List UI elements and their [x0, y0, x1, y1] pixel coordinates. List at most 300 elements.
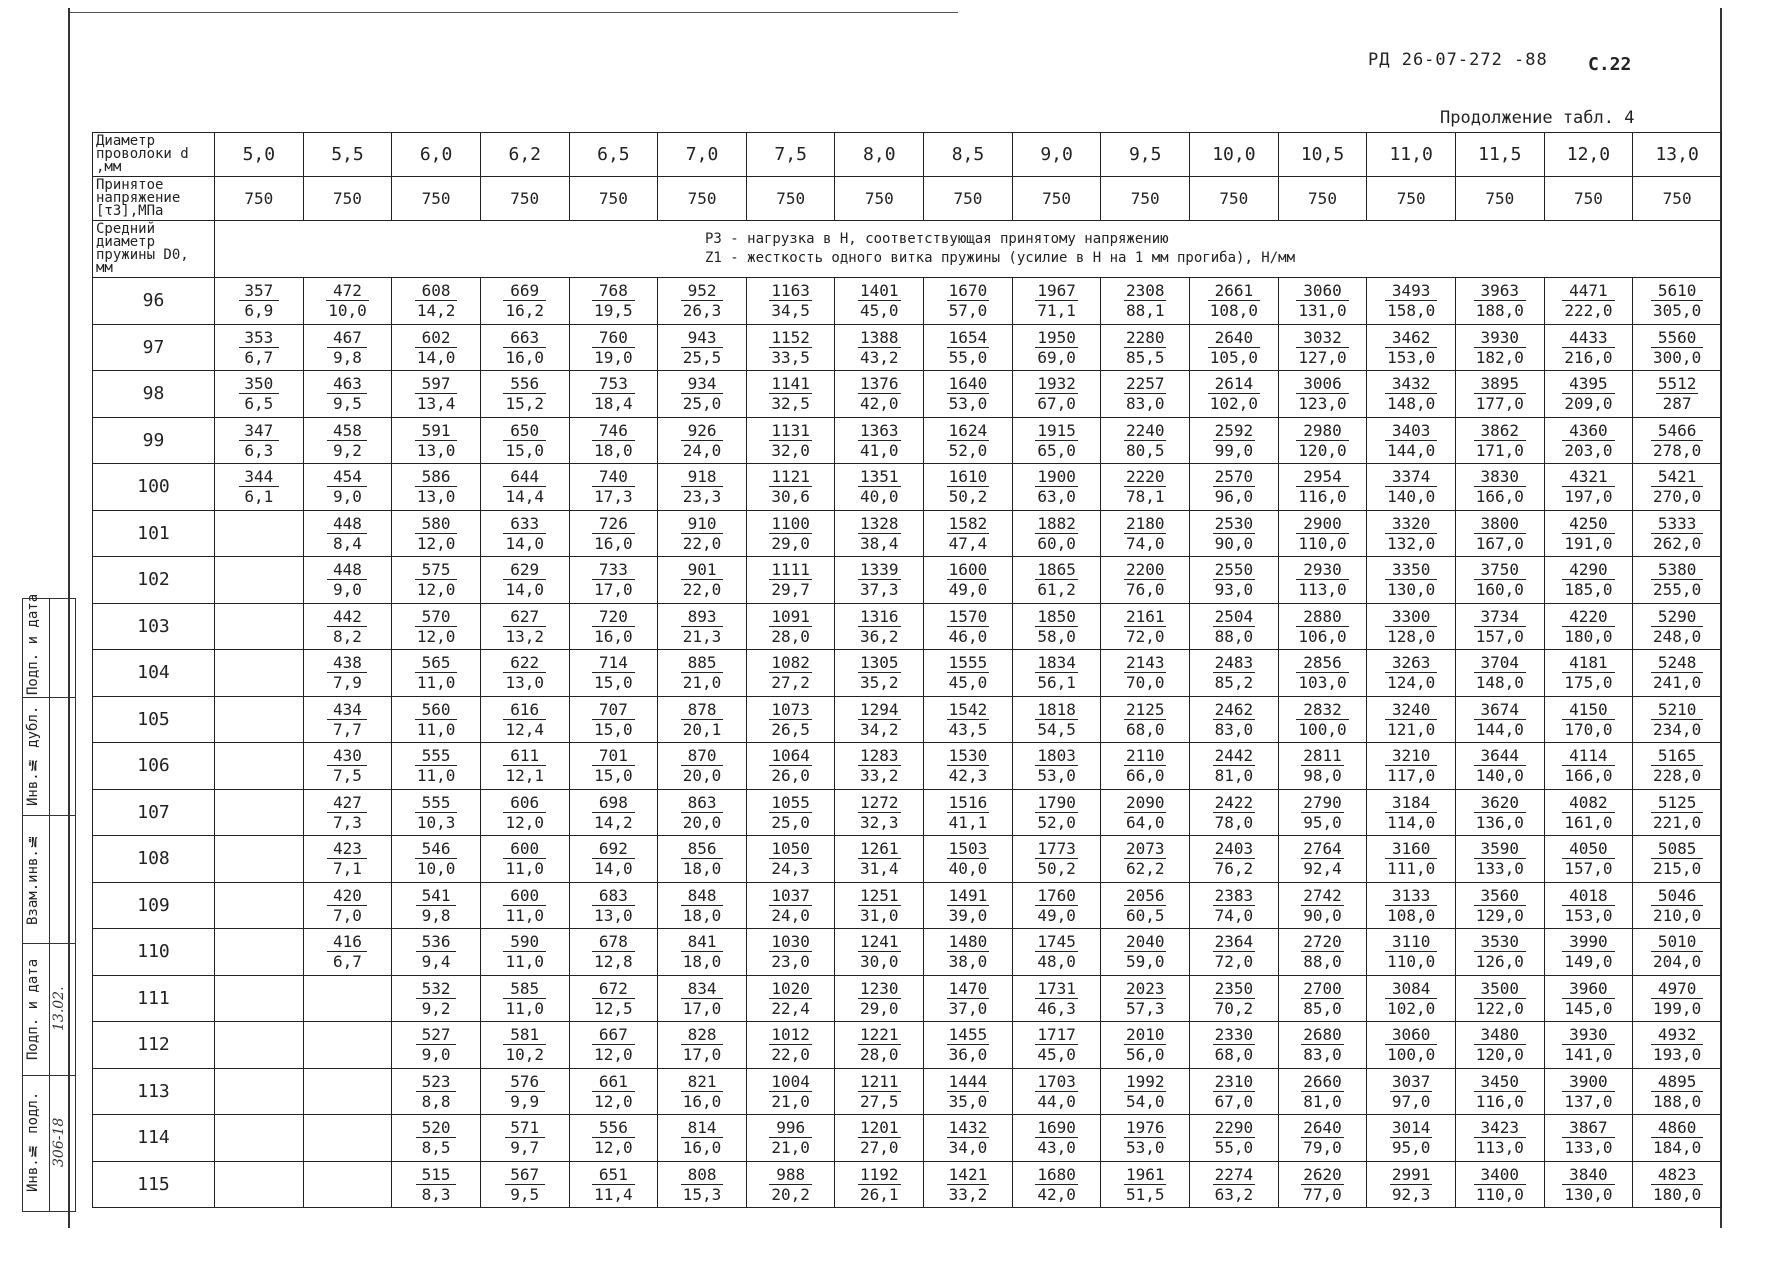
- fraction: [1562, 560, 1614, 599]
- load-stiffness-cell: [569, 464, 658, 511]
- load-stiffness-cell: [215, 464, 304, 511]
- load-stiffness-cell: [835, 1068, 924, 1115]
- load-stiffness-cell: [746, 696, 835, 743]
- load-stiffness-cell: [569, 1115, 658, 1162]
- load-value: 3403: [1385, 421, 1437, 441]
- stiffness-value: 9,2: [421, 998, 451, 1018]
- stiffness-value: 20,0: [682, 766, 722, 786]
- load-stiffness-cell: [746, 371, 835, 418]
- load-value: 910: [681, 514, 724, 534]
- stiffness-value: 305,0: [1653, 301, 1702, 321]
- load-value: 3963: [1474, 281, 1526, 301]
- load-stiffness-cell: [480, 882, 569, 929]
- load-stiffness-cell: [835, 1115, 924, 1162]
- load-value: 556: [503, 374, 546, 394]
- stiffness-value: 25,0: [771, 812, 810, 832]
- stiffness-value: 209,0: [1564, 394, 1613, 414]
- stiffness-value: 52,0: [1037, 812, 1076, 832]
- fraction: [947, 700, 990, 739]
- load-stiffness-cell: [303, 557, 392, 604]
- spring-diameter-value: 100: [93, 464, 215, 511]
- fraction: [1562, 979, 1614, 1018]
- fraction: [947, 793, 990, 832]
- fraction: [1035, 467, 1078, 506]
- load-stiffness-cell: [215, 278, 304, 325]
- fraction: [1296, 374, 1348, 413]
- load-stiffness-cell: [1544, 278, 1633, 325]
- load-value: 3674: [1474, 700, 1526, 720]
- stamp-label-podp-data-2: Подп. и дата: [25, 593, 41, 695]
- stiffness-value: 45,0: [1037, 1045, 1076, 1065]
- stamp-separator: [23, 1075, 75, 1076]
- stiffness-value: 15,0: [594, 766, 633, 786]
- fraction: [769, 281, 812, 320]
- fraction: [592, 653, 635, 692]
- load-stiffness-cell: [1101, 1161, 1190, 1208]
- stiffness-value: 39,0: [948, 905, 988, 925]
- fraction: [1474, 886, 1526, 925]
- stiffness-value: 12,0: [594, 1138, 633, 1158]
- load-value: 611: [503, 746, 546, 766]
- load-stiffness-cell: [1455, 603, 1544, 650]
- fraction: [1035, 653, 1078, 692]
- load-stiffness-cell: [1101, 324, 1190, 371]
- load-stiffness-cell: [835, 417, 924, 464]
- fraction: [947, 979, 990, 1018]
- stiffness-value: 17,0: [682, 1045, 722, 1065]
- load-stiffness-cell: [1278, 371, 1367, 418]
- stiffness-value: 144,0: [1387, 440, 1436, 460]
- fraction: [947, 746, 990, 785]
- fraction: [1385, 886, 1437, 925]
- stiffness-value: 56,1: [1037, 673, 1076, 693]
- load-stiffness-cell: [1190, 882, 1279, 929]
- load-value: 1670: [948, 281, 988, 301]
- load-value: 1192: [860, 1164, 899, 1184]
- stiffness-value: 50,2: [948, 487, 988, 507]
- stiffness-value: 63,0: [1037, 487, 1076, 507]
- load-stiffness-cell: [746, 743, 835, 790]
- fraction: [1562, 374, 1614, 413]
- fraction: [592, 1118, 635, 1157]
- load-value: 5380: [1651, 560, 1703, 580]
- load-stiffness-cell: [392, 1161, 481, 1208]
- fraction: [681, 467, 724, 506]
- load-value: 1376: [860, 374, 899, 394]
- load-stiffness-cell: [1367, 1161, 1456, 1208]
- stiffness-value: 17,3: [594, 487, 633, 507]
- fraction: [1385, 374, 1437, 413]
- stiffness-value: 31,0: [860, 905, 899, 925]
- load-value: 1976: [1125, 1118, 1165, 1138]
- fraction: [1124, 421, 1167, 460]
- load-value: 720: [592, 607, 635, 627]
- fraction: [1385, 560, 1437, 599]
- stiffness-value: 77,0: [1303, 1184, 1342, 1204]
- fraction: [1213, 607, 1256, 646]
- fraction: [1390, 1118, 1433, 1157]
- fraction: [415, 653, 458, 692]
- load-value: 4018: [1562, 886, 1614, 906]
- load-stiffness-cell: [1633, 324, 1722, 371]
- fraction: [1474, 932, 1526, 971]
- load-stiffness-cell: [1190, 836, 1279, 883]
- wire-diameter-value: 11,5: [1455, 133, 1544, 177]
- load-stiffness-cell: [1012, 743, 1101, 790]
- fraction: [769, 560, 812, 599]
- load-value: 3830: [1474, 467, 1526, 487]
- load-value: 1305: [860, 653, 899, 673]
- fraction: [1474, 1025, 1526, 1064]
- load-value: 454: [327, 467, 367, 487]
- load-value: 3432: [1385, 374, 1437, 394]
- load-stiffness-cell: [303, 278, 392, 325]
- load-stiffness-cell: [746, 278, 835, 325]
- load-stiffness-cell: [1367, 464, 1456, 511]
- stiffness-value: 15,2: [505, 394, 544, 414]
- spring-diameter-value: 103: [93, 603, 215, 650]
- load-stiffness-cell: [1367, 1115, 1456, 1162]
- fraction: [1474, 746, 1526, 785]
- fraction: [858, 421, 901, 460]
- stiffness-value: 144,0: [1475, 719, 1524, 739]
- fraction: [1035, 607, 1078, 646]
- fraction: [592, 421, 635, 460]
- load-value: 1491: [948, 885, 988, 905]
- stiffness-value: 11,0: [416, 673, 456, 693]
- load-value: 4860: [1651, 1118, 1703, 1138]
- fraction: [769, 1118, 812, 1157]
- fraction: [1124, 932, 1167, 971]
- load-stiffness-cell: [658, 510, 747, 557]
- stiffness-value: 44,0: [1037, 1091, 1076, 1111]
- fraction: [1035, 328, 1078, 367]
- fraction: [769, 653, 812, 692]
- load-stiffness-cell: [569, 789, 658, 836]
- fraction: [858, 607, 901, 646]
- stiffness-value: 128,0: [1387, 626, 1436, 646]
- fraction: [769, 421, 812, 460]
- load-value: 4395: [1562, 374, 1614, 394]
- load-value: 2483: [1214, 653, 1254, 673]
- load-stiffness-cell: [1367, 557, 1456, 604]
- fraction: [681, 1072, 724, 1111]
- stiffness-value: 14,0: [594, 859, 633, 879]
- wire-diameter-value: 5,0: [215, 133, 304, 177]
- load-value: 4471: [1562, 281, 1614, 301]
- load-stiffness-cell: [835, 836, 924, 883]
- load-stiffness-cell: [1190, 510, 1279, 557]
- stiffness-value: 149,0: [1564, 952, 1613, 972]
- load-stiffness-cell: [1190, 417, 1279, 464]
- fraction: [592, 281, 635, 320]
- load-value: 2330: [1214, 1025, 1254, 1045]
- load-value: 3930: [1562, 1025, 1614, 1045]
- stiffness-value: 6,7: [333, 952, 362, 972]
- load-value: 1915: [1037, 420, 1076, 440]
- load-stiffness-cell: [480, 1161, 569, 1208]
- load-value: 3867: [1562, 1118, 1614, 1138]
- load-stiffness-cell: [1278, 743, 1367, 790]
- fraction: [947, 328, 990, 367]
- fraction: [1385, 932, 1437, 971]
- load-stiffness-cell: [1455, 1115, 1544, 1162]
- load-stiffness-cell: [924, 557, 1013, 604]
- load-stiffness-cell: [1278, 324, 1367, 371]
- stiffness-value: 111,0: [1387, 859, 1436, 879]
- stiffness-value: 140,0: [1475, 766, 1524, 786]
- load-stiffness-cell: [1012, 975, 1101, 1022]
- load-stiffness-cell: [835, 278, 924, 325]
- fraction: [503, 607, 546, 646]
- load-stiffness-cell: [658, 557, 747, 604]
- load-stiffness-cell: [569, 417, 658, 464]
- wire-diameter-value: 12,0: [1544, 133, 1633, 177]
- fraction: [769, 700, 812, 739]
- side-stamp: [22, 593, 76, 1212]
- fraction: [1562, 839, 1614, 878]
- load-value: 2383: [1214, 885, 1254, 905]
- stiffness-value: 98,0: [1303, 766, 1342, 786]
- load-value: 3800: [1474, 514, 1526, 534]
- stiffness-value: 108,0: [1387, 905, 1436, 925]
- load-stiffness-cell: [1012, 603, 1101, 650]
- fraction: [1208, 281, 1260, 320]
- fraction: [1301, 886, 1344, 925]
- load-stiffness-cell: [303, 650, 392, 697]
- stiffness-value: 9,2: [333, 440, 362, 460]
- load-value: 3750: [1474, 560, 1526, 580]
- empty-cell: [215, 696, 304, 743]
- load-value: 1316: [860, 606, 899, 626]
- stiffness-value: 9,9: [510, 1091, 540, 1111]
- stiffness-value: 8,4: [333, 533, 362, 553]
- load-value: 870: [681, 746, 724, 766]
- load-value: 3734: [1474, 607, 1526, 627]
- fraction: [858, 514, 901, 553]
- fraction: [1213, 886, 1256, 925]
- stiffness-value: 42,0: [1037, 1184, 1076, 1204]
- stiffness-value: 14,2: [594, 812, 633, 832]
- load-value: 4895: [1651, 1072, 1703, 1092]
- load-value: 1900: [1037, 467, 1076, 487]
- stiffness-value: 38,0: [948, 952, 988, 972]
- fraction: [1385, 746, 1437, 785]
- stiffness-value: 137,0: [1564, 1091, 1613, 1111]
- table-row: [93, 417, 1722, 464]
- load-value: 2790: [1303, 792, 1342, 812]
- load-value: 1261: [860, 839, 899, 859]
- load-stiffness-cell: [746, 1161, 835, 1208]
- fraction: [1296, 281, 1348, 320]
- load-value: 943: [681, 328, 724, 348]
- fraction: [1213, 560, 1256, 599]
- fraction: [947, 1118, 990, 1157]
- load-stiffness-cell: [480, 743, 569, 790]
- load-value: 3210: [1385, 746, 1437, 766]
- load-value: 448: [327, 560, 367, 580]
- load-stiffness-cell: [1633, 836, 1722, 883]
- fraction: [1301, 1072, 1344, 1111]
- stiffness-value: 157,0: [1564, 859, 1613, 879]
- stiffness-value: 9,5: [510, 1184, 540, 1204]
- stress-value: 750: [1101, 177, 1190, 221]
- load-value: 2742: [1303, 885, 1342, 905]
- fraction: [592, 607, 635, 646]
- stiffness-value: 12,0: [594, 1045, 633, 1065]
- wire-diameter-value: 9,0: [1012, 133, 1101, 177]
- fraction: [1651, 793, 1703, 832]
- load-stiffness-cell: [746, 1068, 835, 1115]
- stiffness-value: 21,3: [682, 626, 722, 646]
- fraction: [327, 653, 367, 692]
- stiffness-value: 191,0: [1564, 533, 1613, 553]
- load-value: 3462: [1385, 328, 1437, 348]
- load-value: 1272: [860, 792, 899, 812]
- load-value: 546: [415, 839, 458, 859]
- load-value: 4181: [1562, 653, 1614, 673]
- load-stiffness-cell: [835, 464, 924, 511]
- fraction: [1562, 1165, 1614, 1204]
- spring-diameter-value: 104: [93, 650, 215, 697]
- load-value: 5010: [1651, 932, 1703, 952]
- fraction: [1562, 1072, 1614, 1111]
- load-stiffness-cell: [1455, 743, 1544, 790]
- load-stiffness-cell: [1633, 510, 1722, 557]
- fraction: [503, 932, 546, 971]
- load-value: 1121: [771, 467, 810, 487]
- fraction: [1124, 467, 1167, 506]
- load-value: 2240: [1125, 420, 1165, 440]
- load-value: 1818: [1037, 699, 1076, 719]
- load-stiffness-cell: [392, 417, 481, 464]
- stiffness-value: 85,5: [1125, 347, 1165, 367]
- legend-load: P3 - нагрузка в Н, соответствующая принятому напряжению: [705, 231, 1169, 247]
- load-value: 622: [503, 653, 546, 673]
- stiffness-value: 54,0: [1125, 1091, 1165, 1111]
- load-stiffness-cell: [924, 371, 1013, 418]
- stiffness-value: 9,8: [333, 347, 362, 367]
- fraction: [1651, 653, 1703, 692]
- load-value: 644: [503, 467, 546, 487]
- load-stiffness-cell: [1012, 650, 1101, 697]
- load-stiffness-cell: [392, 278, 481, 325]
- stamp-label-inv-podl: Инв.№ подл.: [25, 1091, 41, 1193]
- stiffness-value: 184,0: [1653, 1138, 1702, 1158]
- load-value: 1640: [948, 374, 988, 394]
- stiffness-value: 100,0: [1298, 719, 1347, 739]
- fraction: [592, 514, 635, 553]
- continuation-note: Продолжение табл. 4: [1440, 108, 1635, 128]
- table-row: [93, 650, 1722, 697]
- load-value: 3930: [1474, 328, 1526, 348]
- load-value: 1073: [771, 699, 810, 719]
- load-value: 5610: [1651, 281, 1703, 301]
- load-stiffness-cell: [658, 603, 747, 650]
- spring-parameters-table: [92, 132, 1722, 1208]
- stiffness-value: 14,0: [416, 347, 456, 367]
- fraction: [1385, 328, 1437, 367]
- legend-stiffness: Z1 - жесткость одного витка пружины (усилие в Н на 1 мм прогиба), Н/мм: [705, 250, 1296, 266]
- fraction: [327, 374, 367, 413]
- table-row: [93, 929, 1722, 976]
- load-value: 1141: [771, 374, 810, 394]
- stiffness-value: 16,0: [505, 347, 544, 367]
- fraction: [1562, 700, 1614, 739]
- fraction: [327, 932, 367, 971]
- load-stiffness-cell: [1455, 836, 1544, 883]
- load-stiffness-cell: [1278, 1161, 1367, 1208]
- fraction: [1296, 421, 1348, 460]
- stiffness-value: 16,0: [594, 533, 633, 553]
- fraction: [1474, 328, 1526, 367]
- fraction: [681, 374, 724, 413]
- fraction: [1213, 700, 1256, 739]
- stiffness-value: 7,1: [333, 859, 362, 879]
- stiffness-value: 145,0: [1564, 998, 1613, 1018]
- stiffness-value: 26,3: [682, 301, 722, 321]
- stress-value: 750: [480, 177, 569, 221]
- stiffness-value: 241,0: [1653, 673, 1702, 693]
- stiffness-value: 42,3: [948, 766, 988, 786]
- load-stiffness-cell: [658, 789, 747, 836]
- load-value: 606: [503, 793, 546, 813]
- legend-cell: [215, 221, 1722, 278]
- load-value: 357: [239, 281, 279, 301]
- load-stiffness-cell: [1101, 1115, 1190, 1162]
- load-stiffness-cell: [658, 650, 747, 697]
- table-row: [93, 1115, 1722, 1162]
- fraction: [1474, 839, 1526, 878]
- wire-diameter-value: 8,5: [924, 133, 1013, 177]
- fraction: [947, 281, 990, 320]
- stiffness-value: 123,0: [1298, 394, 1347, 414]
- fraction: [327, 421, 367, 460]
- load-value: 1163: [771, 281, 810, 301]
- stress-value: 750: [303, 177, 392, 221]
- fraction: [1562, 1118, 1614, 1157]
- fraction: [769, 467, 812, 506]
- fraction: [1035, 281, 1078, 320]
- fraction: [1562, 1025, 1614, 1064]
- stiffness-value: 6,9: [244, 301, 274, 321]
- stiffness-value: 248,0: [1653, 626, 1702, 646]
- table-row: [93, 696, 1722, 743]
- load-value: 5165: [1651, 746, 1703, 766]
- stiffness-value: 26,1: [860, 1184, 899, 1204]
- fraction: [1035, 700, 1078, 739]
- empty-cell: [215, 650, 304, 697]
- load-value: 1111: [771, 560, 810, 580]
- stress-value: 750: [1278, 177, 1367, 221]
- load-stiffness-cell: [658, 743, 747, 790]
- load-stiffness-cell: [1544, 882, 1633, 929]
- fraction: [1651, 979, 1703, 1018]
- stiffness-value: 92,3: [1391, 1184, 1431, 1204]
- stiffness-value: 27,5: [860, 1091, 899, 1111]
- fraction: [769, 793, 812, 832]
- load-value: 442: [327, 607, 367, 627]
- wire-diameter-value: 10,5: [1278, 133, 1367, 177]
- load-stiffness-cell: [1190, 1068, 1279, 1115]
- fraction: [1301, 839, 1344, 878]
- load-value: 2462: [1214, 699, 1254, 719]
- empty-cell: [303, 1161, 392, 1208]
- fraction: [681, 281, 724, 320]
- load-value: 523: [416, 1072, 456, 1092]
- fraction: [1474, 560, 1526, 599]
- fraction: [1213, 746, 1256, 785]
